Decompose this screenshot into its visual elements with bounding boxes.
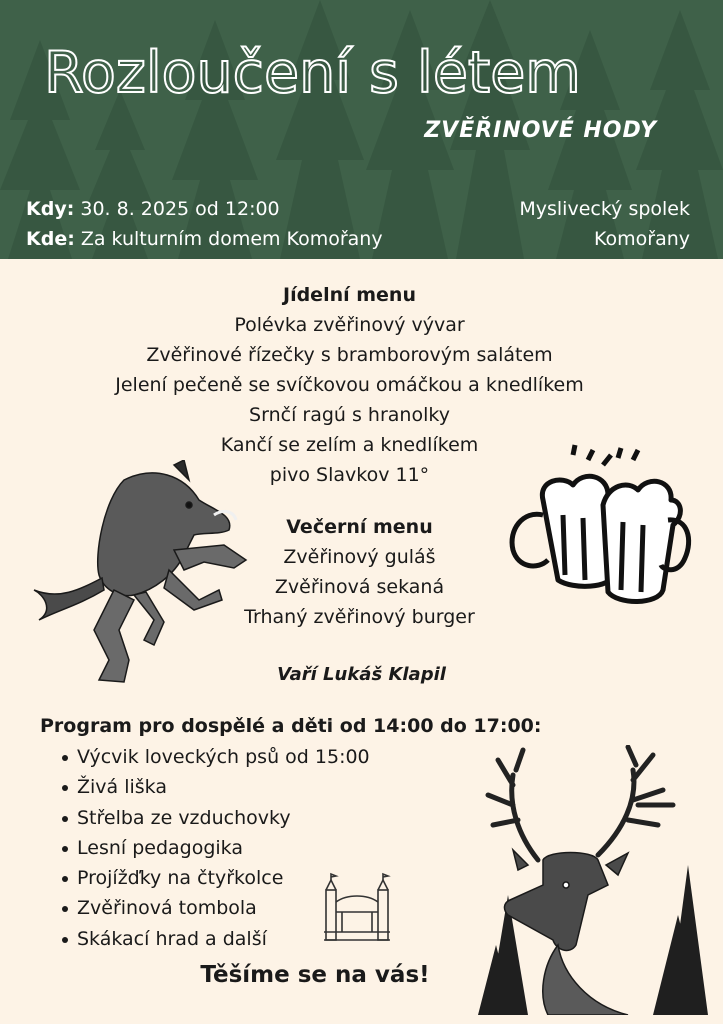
organizer-line-1: Myslivecký spolek (519, 198, 690, 220)
menu-item: Polévka zvěřinový vývar (234, 314, 465, 336)
menu-item: Jelení pečeně se svíčkovou omáčkou a knedlíkem (115, 374, 584, 396)
beer-mugs-illustration (503, 440, 693, 615)
where-value: Za kulturním domem Komořany (74, 228, 383, 250)
when-line (26, 194, 383, 224)
lunch-menu-heading: Jídelní menu (283, 284, 416, 306)
header-banner (0, 0, 723, 259)
event-title: Rozloučení s létem (44, 40, 581, 106)
menu-item: Srnčí ragú s hranolky (249, 404, 450, 426)
list-item: Výcvik loveckých psů od 15:00 (77, 742, 542, 772)
where-label: Kde: (26, 228, 75, 250)
closing-message: Těšíme se na vás! (200, 962, 430, 988)
menu-item: Kančí se zelím a knedlíkem (220, 434, 479, 456)
where-line (26, 224, 383, 254)
menu-item: Zvěřinový guláš (283, 546, 436, 568)
list-item: Zvěřinová tombola (77, 893, 542, 923)
menu-item: Trhaný zvěřinový burger (244, 606, 475, 628)
list-item: Skákací hrad a další (77, 924, 542, 954)
when-label: Kdy: (26, 198, 75, 220)
organizer (519, 194, 690, 254)
event-details (26, 194, 383, 254)
organizer-line-2: Komořany (593, 228, 690, 250)
menu-item: Zvěřinové řízečky s bramborovým salátem (146, 344, 553, 366)
boar-illustration (24, 460, 249, 690)
bouncy-castle-icon (322, 872, 392, 944)
evening-menu-heading: Večerní menu (286, 516, 433, 538)
program-heading: Program pro dospělé a děti od 14:00 do 17:00: (40, 715, 542, 737)
list-item: Živá liška (77, 772, 542, 802)
event-subtitle: ZVĚŘINOVÉ HODY (424, 118, 657, 143)
cook-credit: Vaří Lukáš Klapil (277, 664, 446, 685)
list-item: Projížďky na čtyřkolce (77, 863, 542, 893)
list-item: Lesní pedagogika (77, 833, 542, 863)
menu-item: Zvěřinová sekaná (274, 576, 445, 598)
list-item: Střelba ze vzduchovky (77, 803, 542, 833)
when-value: 30. 8. 2025 od 12:00 (74, 198, 280, 220)
menu-item: pivo Slavkov 11° (269, 464, 430, 486)
